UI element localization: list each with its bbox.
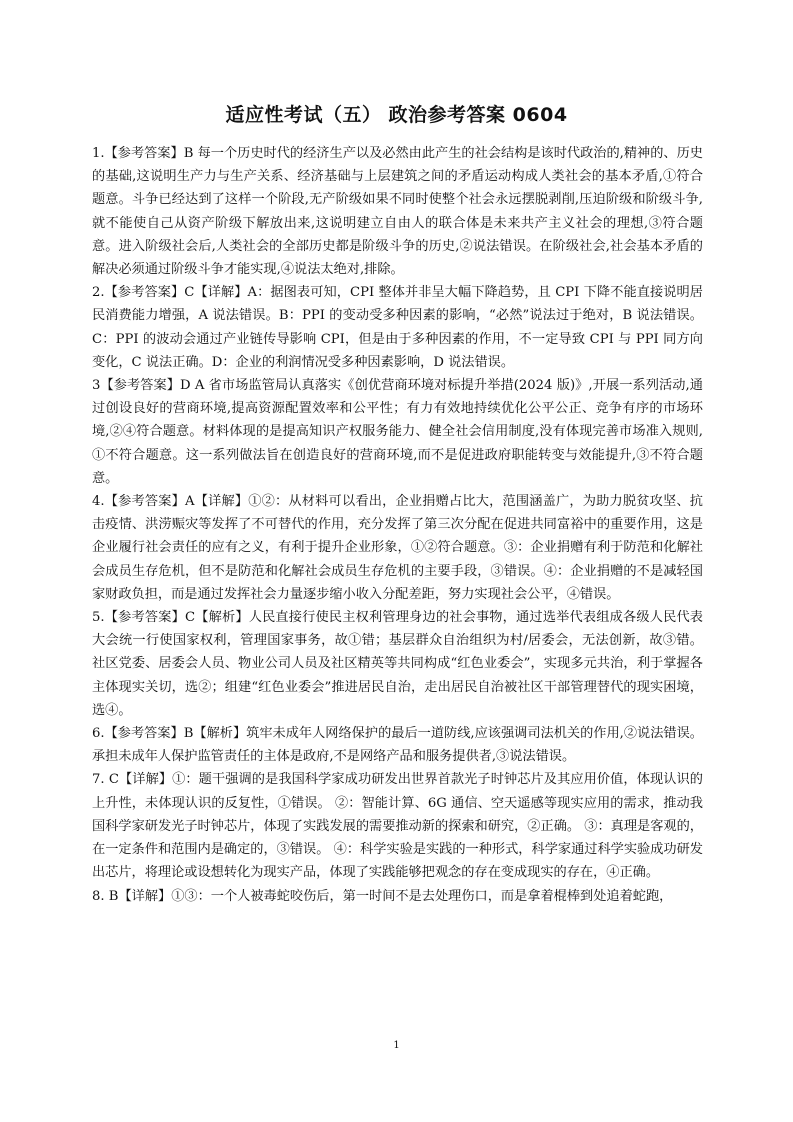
answer-content xyxy=(92,142,703,908)
answer-paragraph-6: 6.【参考答案】B【解析】筑牢未成年人网络保护的最后一道防线,应该强调司法机关的作用,②说法错误。承担未成年人保护监管责任的主体是政府,不是网络产品和服务提供者,③说法错误。 xyxy=(92,726,703,765)
answer-paragraph-7: 7. C【详解】①：题干强调的是我国科学家成功研发出世界首款光子时钟芯片及其应用价值，体现认识的上升性，未体现认识的反复性，①错误。 ②：智能计算、6G 通信、空天遥感等现实应用的需求，推动我国科学家研发光子时钟芯片，体现了实践发展的需要推动新的探索和研究，②正确。 ③：真理是客观的，在一定条件和范围内是确定的，③错误。 ④：科学实验是实践的一种形式，科学家通过科学实验成功研发出芯片，将理论或设想转化为现实产品，体现了实践能够把观念的存在变成现实的存在，④正确。 xyxy=(92,772,703,881)
answer-paragraph-1: 1.【参考答案】B 每一个历史时代的经济生产以及必然由此产生的社会结构是该时代政治的,精神的、历史的基础,这说明生产力与生产关系、经济基础与上层建筑之间的矛盾运动构成人类社会的基本矛盾,①符合题意。斗争已经达到了这样一个阶段,无产阶级如果不同时使整个社会永远摆脱剥削,压迫阶级和阶级斗争,就不能使自己从资产阶级下解放出来,这说明建立自由人的联合体是未来共产主义社会的理想,③符合题意。进入阶级社会后,人类社会的全部历史都是阶级斗争的历史,②说法错误。在阶级社会,社会基本矛盾的解决必须通过阶级斗争才能实现,④说法太绝对,排除。 xyxy=(92,146,703,278)
page-title: 适应性考试（五） 政治参考答案 0604 xyxy=(225,104,568,126)
answer-paragraph-8: 8. B【详解】①③：一个人被毒蛇咬伤后，第一时间不是去处理伤口，而是拿着棍棒到处追着蛇跑， xyxy=(92,888,673,904)
answer-paragraph-3: 3【参考答案】D A 省市场监管局认真落实《创优营商环境对标提升举措(2024 版)》,开展一系列活动,通过创设良好的营商环境,提高资源配置效率和公平性；有力有效地持续优化公平公正、竞争有序的市场环境,②④符合题意。材料体现的是提高知识产权服务能力、健全社会信用制度,没有体现完善市场准入规则,①不符合题意。这一系列做法旨在创造良好的营商环境,而不是促进政府职能转变与效能提升,③不符合题意。 xyxy=(92,378,703,486)
answer-paragraph-4: 4.【参考答案】A【详解】①②：从材料可以看出，企业捐赠占比大，范围涵盖广，为助力脱贫攻坚、抗击疫情、洪涝赈灾等发挥了不可替代的作用，充分发挥了第三次分配在促进共同富裕中的重要作用，这是企业履行社会责任的应有之义，有利于提升企业形象，①②符合题意。③：企业捐赠有利于防范和化解社会成员生存危机，但不是防范和化解社会成员生存危机的主要手段，③错误。④：企业捐赠的不是减轻国家财政负担，而是通过发挥社会力量逐步缩小收入分配差距，努力实现社会公平，④错误。 xyxy=(92,494,703,602)
answer-paragraph-5: 5.【参考答案】C【解析】人民直接行使民主权利管理身边的社会事物，通过选举代表组成各级人民代表大会统一行使国家权利，管理国家事务，故①错；基层群众自治组织为村/居委会，无法创新，故③错。社区党委、居委会人员、物业公司人员及社区精英等共同构成“红色业委会”，实现多元共治，利于掌握各主体现实关切，选②；组建“红色业委会”推进居民自治，走出居民自治被社区干部管理替代的现实困境，选④。 xyxy=(92,610,703,718)
answer-paragraph-2: 2.【参考答案】C【详解】A：据图表可知，CPI 整体并非呈大幅下降趋势，且 CPI 下降不能直接说明居民消费能力增强，A 说法错误。B：PPI 的变动受多种因素的影响，“必然”说法过于绝对，B 说法错误。C：PPI 的波动会通过产业链传导影响 CPI，但是由于多种因素的作用，不一定导致 CPI 与 PPI 同方向变化，C 说法正确。D：企业的利润情况受多种因素影响，D 说法错误。 xyxy=(92,285,703,370)
page-number: 1 xyxy=(393,1040,400,1051)
